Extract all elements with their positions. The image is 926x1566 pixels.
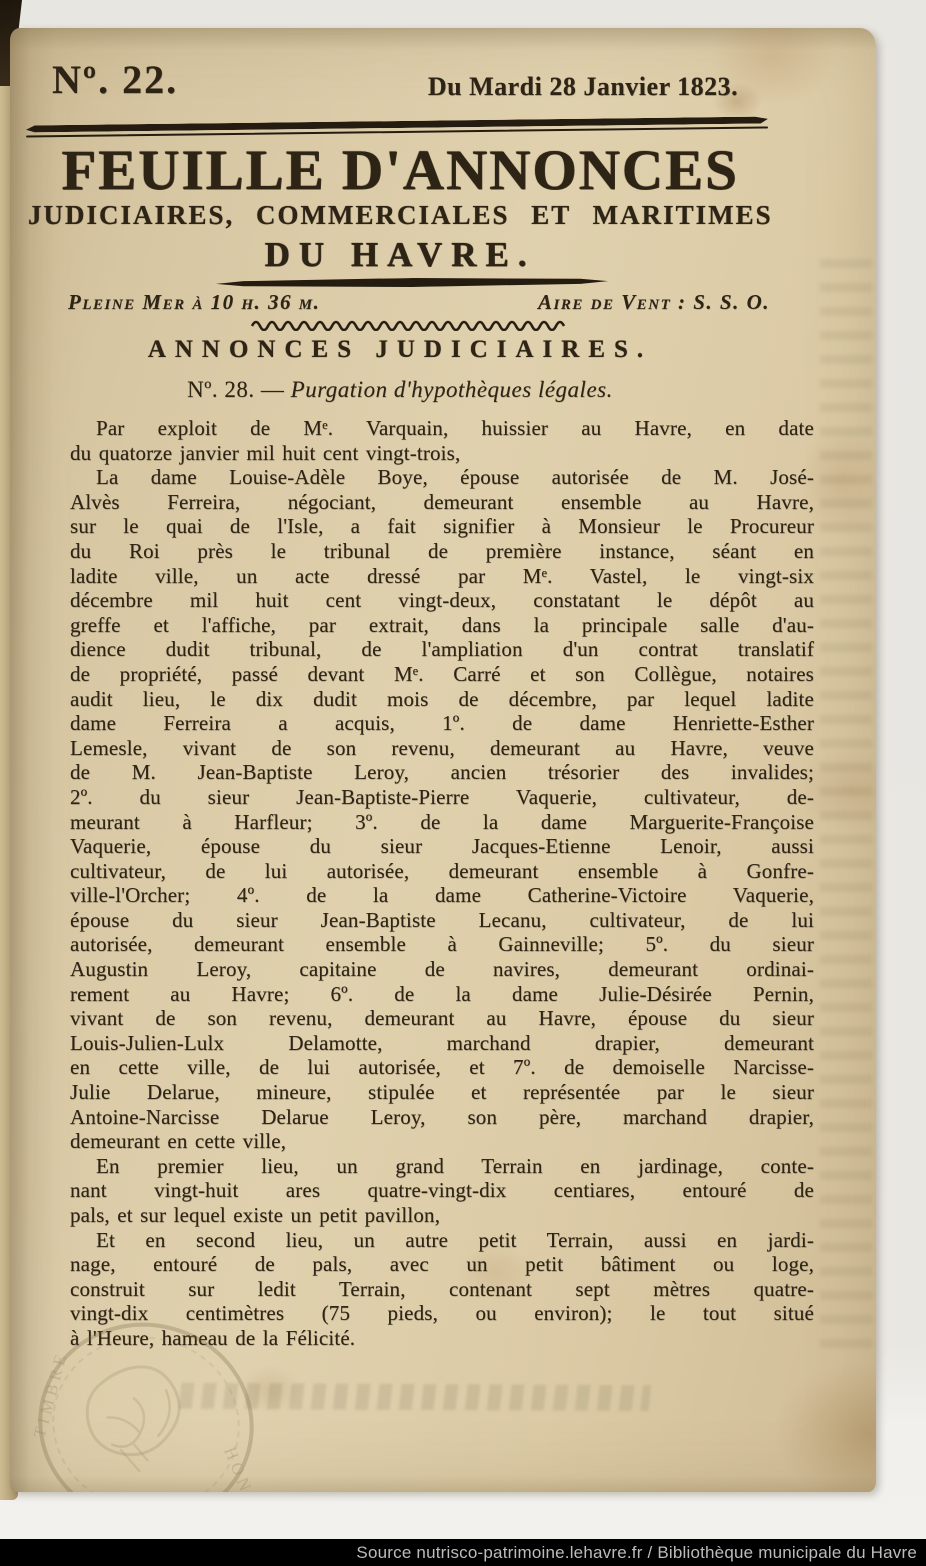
- date-line: Du Mardi 28 Janvier 1823.: [427, 72, 739, 101]
- paragraph-1: Par exploit de Mᵉ. Varquain, huissier au Havre, en date du quatorze janvier mil huit cent vingt-trois,: [70, 416, 814, 465]
- notice-number: Nº. 28. —: [187, 377, 285, 402]
- paragraph-3: En premier lieu, un grand Terrain en jardinage, conte- nant vingt-huit ares quatre-vingt-dix centiares, entouré de pals, et sur lequel existe un petit pavillon,: [70, 1153, 814, 1227]
- bleed-through-margin: [820, 248, 872, 1348]
- source-bar: [0, 1539, 926, 1566]
- notice-title: Purgation d'hypothèques légales.: [290, 377, 613, 402]
- tide-info: Pleine Mer à 10 h. 36 m.: [68, 290, 321, 314]
- section-heading: ANNONCES JUDICIAIRES.: [147, 336, 653, 363]
- tapered-rule: [216, 277, 608, 289]
- svg-text:H O N: H O N: [220, 1444, 255, 1494]
- header-rule: [26, 116, 768, 137]
- svg-text:T I M B R E: T I M B R E: [29, 1352, 71, 1440]
- masthead-subtitle: JUDICIAIRES, COMMERCIALES ET MARITIMES: [28, 200, 773, 230]
- masthead-title: FEUILLE D'ANNONCES: [61, 139, 739, 202]
- source-credit: Source nutrisco-patrimoine.lehavre.fr / Bibliothèque municipale du Havre: [356, 1542, 917, 1562]
- wavy-rule: [250, 317, 570, 331]
- masthead-city: DU HAVRE.: [264, 235, 536, 274]
- newspaper-page: [10, 28, 876, 1492]
- notice-heading: [28, 377, 772, 403]
- bleed-through-text: [179, 1383, 652, 1411]
- paragraph-4: Et en second lieu, un autre petit Terrain, aussi en jardi- nage, entouré de pals, avec un petit bâtiment ou loge, construit sur ledit Terrain, contenant sept mètres quatre- vingt-dix centimètres (75 pieds, ou environ); le tout situé à l'Heure, hameau de la Félicité.: [70, 1227, 814, 1350]
- tide-wind-row: [68, 290, 770, 315]
- notice-body: [70, 416, 814, 1351]
- issue-number: Nº. 22.: [52, 57, 179, 102]
- wind-info: Aire de Vent : S. S. O.: [538, 290, 770, 314]
- paragraph-2: La dame Louise-Adèle Boye, épouse autorisée de M. José- Alvès Ferreira, négociant, demeurant ensemble au Havre, sur le quai de l'Isle, a fait signifier à Monsieur le Procureur du Roi près le tribunal de première instance, séant en ladite ville, un acte dressé par Mᵉ. Vastel, le vingt-six décembre mil huit cent vingt-deux, constatant le dépôt au greffe et l'affiche, par extrait, dans la principale salle d'au- dience dudit tribunal, de l'ampliation d'un contrat translatif de propriété, passé devant Mᵉ. Carré et son Collègue, notaires audit lieu, le dix dudit mois de décembre, par lequel ladite dame Ferreira a acquis, 1º. de dame Henriette-Esther Lemesle, vivant de son revenu, demeurant au Havre, veuve de M. Jean-Baptiste Leroy, ancien trésorier des invalides; 2º. du sieur Jean-Baptiste-Pierre Vaquerie, cultivateur, de- meurant à Harfleur; 3º. de la dame Marguerite-Françoise Vaquerie, épouse du sieur Jacques-Etienne Lenoir, aussi cultivateur, de lui autorisée, demeurant ensemble à Gonfre- ville-l'Orcher; 4º. de la dame Catherine-Victoire Vaquerie, épouse du sieur Jean-Baptiste Lecanu, cultivateur, de lui autorisée, demeurant ensemble à Gainneville; 5º. du sieur Augustin Leroy, capitaine de navires, demeurant ordinai- rement au Havre; 6º. de la dame Julie-Désirée Pernin, vivant de son revenu, demeurant au Havre, épouse du sieur Louis-Julien-Lulx Delamotte, marchand drapier, demeurant en cette ville, de lui autorisée, et 7º. de demoiselle Narcisse- Julie Delarue, mineure, stipulée et représentée par le sieur Antoine-Narcisse Delarue Leroy, son père, marchand drapier, demeurant en cette ville,: [70, 465, 814, 1154]
